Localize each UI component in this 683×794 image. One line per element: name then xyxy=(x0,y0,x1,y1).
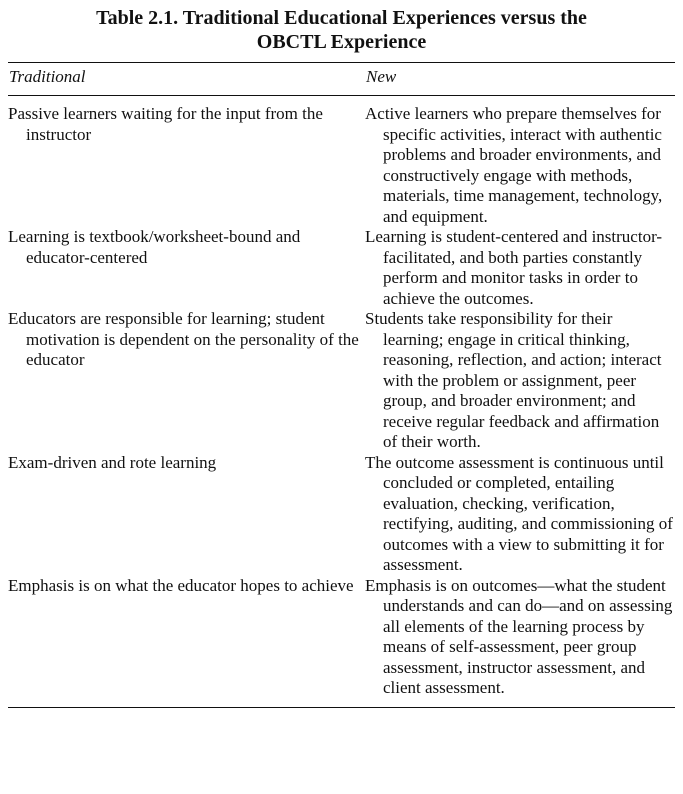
table-row xyxy=(8,227,675,309)
bottom-rule xyxy=(8,707,675,708)
traditional-cell: Educators are responsible for learning; student motivation is dependent on the personality of the educator xyxy=(8,309,359,369)
table-body xyxy=(8,96,675,699)
table-row xyxy=(8,453,675,576)
new-cell: Active learners who prepare themselves for specific activities, interact with authentic problems and broader environments, and constructively engage with methods, materials, time management, technology, and equipment. xyxy=(365,104,663,226)
header-traditional: Traditional xyxy=(9,67,86,86)
table-title-line-2: OBCTL Experience xyxy=(256,31,427,53)
table-title xyxy=(8,6,675,54)
table-row xyxy=(8,576,675,699)
table-row xyxy=(8,309,675,453)
traditional-cell: Learning is textbook/worksheet-bound and educator-centered xyxy=(8,227,301,267)
table-title-line-1: Table 2.1. Traditional Educational Experiences versus the xyxy=(96,7,587,29)
table-container xyxy=(8,6,675,708)
traditional-cell: Exam-driven and rote learning xyxy=(8,452,217,472)
new-cell: Emphasis is on outcomes—what the student understands and can do—and on assessing all elements of the learning process by means of self-assessment, peer group assessment, instructor assessment, and client assessment. xyxy=(365,575,673,697)
traditional-cell: Passive learners waiting for the input from the instructor xyxy=(8,104,323,144)
traditional-cell: Emphasis is on what the educator hopes to achieve xyxy=(8,575,354,595)
table-header-row xyxy=(8,63,675,89)
header-new: New xyxy=(366,67,397,86)
table-row xyxy=(8,104,675,227)
new-cell: The outcome assessment is continuous until concluded or completed, entailing evaluation, checking, verification, rectifying, auditing, and commissioning of outcomes with a view to submitting it for assessment. xyxy=(365,452,673,574)
new-cell: Students take responsibility for their learning; engage in critical thinking, reasoning, reflection, and action; interact with the problem or assignment, peer group, and broader environment; and receive regular feedback and affirmation of their worth. xyxy=(365,309,662,451)
new-cell: Learning is student-centered and instructor-facilitated, and both parties constantly perform and monitor tasks in order to achieve the outcomes. xyxy=(365,227,663,308)
